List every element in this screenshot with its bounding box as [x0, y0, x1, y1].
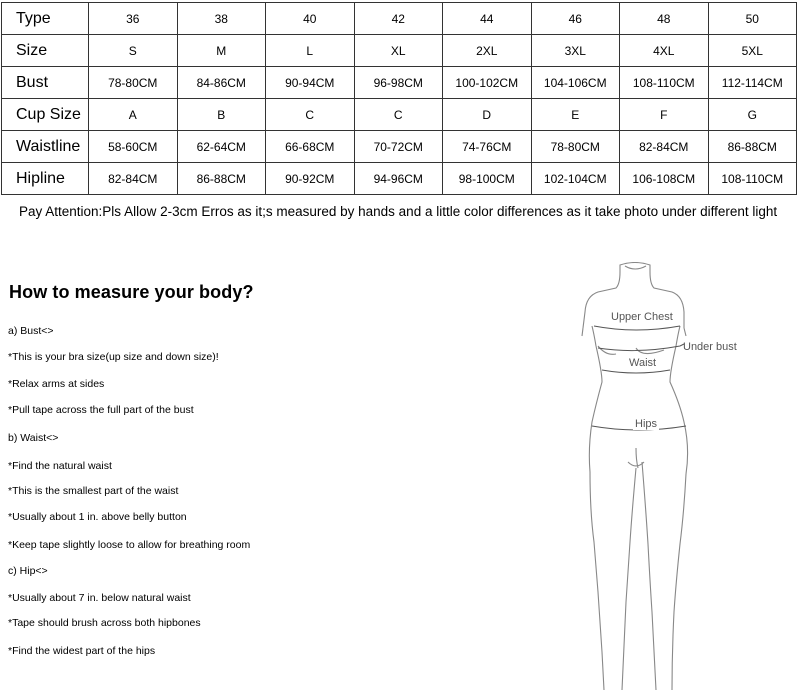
- row-label: Bust: [2, 67, 89, 99]
- under-bust-label: Under bust: [683, 341, 737, 353]
- body-silhouette: [580, 262, 790, 692]
- hips-label: Hips: [635, 418, 658, 430]
- size-chart-row: [2, 35, 797, 67]
- size-cell: 66-68CM: [266, 131, 355, 163]
- size-cell: D: [443, 99, 532, 131]
- size-cell: 102-104CM: [531, 163, 620, 195]
- size-cell: 98-100CM: [443, 163, 532, 195]
- size-cell: 90-92CM: [266, 163, 355, 195]
- row-label: Hipline: [2, 163, 89, 195]
- size-cell: C: [266, 99, 355, 131]
- guide-title: How to measure your body?: [9, 282, 254, 302]
- size-chart-row: [2, 67, 797, 99]
- size-cell: 82-84CM: [89, 163, 178, 195]
- size-cell: 108-110CM: [620, 67, 709, 99]
- guide-item: b) Waist<>: [8, 432, 59, 444]
- size-cell: 36: [89, 3, 178, 35]
- size-cell: 70-72CM: [354, 131, 443, 163]
- guide-item: *This is your bra size(up size and down size)!: [8, 351, 219, 363]
- row-label: Waistline: [2, 131, 89, 163]
- size-cell: 5XL: [708, 35, 797, 67]
- size-cell: 108-110CM: [708, 163, 797, 195]
- waist-label: Waist: [629, 357, 657, 369]
- size-cell: A: [89, 99, 178, 131]
- size-chart-table: [1, 2, 797, 195]
- size-cell: 50: [708, 3, 797, 35]
- size-cell: 78-80CM: [89, 67, 178, 99]
- size-cell: 78-80CM: [531, 131, 620, 163]
- row-label: Type: [2, 3, 89, 35]
- guide-item: *Usually about 1 in. above belly button: [8, 511, 187, 523]
- size-chart-row: [2, 99, 797, 131]
- size-cell: 58-60CM: [89, 131, 178, 163]
- size-chart-row: [2, 131, 797, 163]
- size-cell: 86-88CM: [708, 131, 797, 163]
- row-label: Cup Size: [2, 99, 89, 131]
- guide-item: c) Hip<>: [8, 565, 48, 577]
- row-label: Size: [2, 35, 89, 67]
- guide-item: *Pull tape across the full part of the bust: [8, 404, 194, 416]
- size-cell: XL: [354, 35, 443, 67]
- size-cell: 38: [177, 3, 266, 35]
- size-cell: G: [708, 99, 797, 131]
- size-cell: 112-114CM: [708, 67, 797, 99]
- guide-item: *Find the widest part of the hips: [8, 645, 156, 657]
- size-chart-row: [2, 163, 797, 195]
- size-cell: 82-84CM: [620, 131, 709, 163]
- guide-item: *Find the natural waist: [8, 460, 112, 472]
- size-cell: 48: [620, 3, 709, 35]
- size-cell: S: [89, 35, 178, 67]
- upper-chest-label: Upper Chest: [611, 311, 673, 323]
- size-cell: 100-102CM: [443, 67, 532, 99]
- size-cell: E: [531, 99, 620, 131]
- guide-item: *Keep tape slightly loose to allow for breathing room: [8, 539, 251, 551]
- size-cell: 74-76CM: [443, 131, 532, 163]
- size-cell: F: [620, 99, 709, 131]
- size-cell: 106-108CM: [620, 163, 709, 195]
- size-cell: 104-106CM: [531, 67, 620, 99]
- size-cell: 62-64CM: [177, 131, 266, 163]
- guide-item: *Usually about 7 in. below natural waist: [8, 592, 191, 604]
- pay-attention-note: Pay Attention:Pls Allow 2-3cm Erros as it;s measured by hands and a little color differences as it take photo under different light: [19, 204, 778, 219]
- size-cell: 40: [266, 3, 355, 35]
- size-cell: B: [177, 99, 266, 131]
- size-cell: 96-98CM: [354, 67, 443, 99]
- guide-item: *This is the smallest part of the waist: [8, 485, 179, 497]
- size-cell: C: [354, 99, 443, 131]
- size-cell: 2XL: [443, 35, 532, 67]
- guide-item: *Tape should brush across both hipbones: [8, 617, 201, 629]
- size-cell: 46: [531, 3, 620, 35]
- size-cell: 44: [443, 3, 532, 35]
- size-cell: 3XL: [531, 35, 620, 67]
- size-cell: L: [266, 35, 355, 67]
- size-cell: 84-86CM: [177, 67, 266, 99]
- size-cell: 90-94CM: [266, 67, 355, 99]
- size-cell: 4XL: [620, 35, 709, 67]
- size-chart-row: [2, 3, 797, 35]
- size-cell: M: [177, 35, 266, 67]
- size-cell: 94-96CM: [354, 163, 443, 195]
- guide-item: a) Bust<>: [8, 325, 54, 337]
- guide-item: *Relax arms at sides: [8, 378, 105, 390]
- size-cell: 86-88CM: [177, 163, 266, 195]
- size-cell: 42: [354, 3, 443, 35]
- body-figure: [580, 262, 790, 692]
